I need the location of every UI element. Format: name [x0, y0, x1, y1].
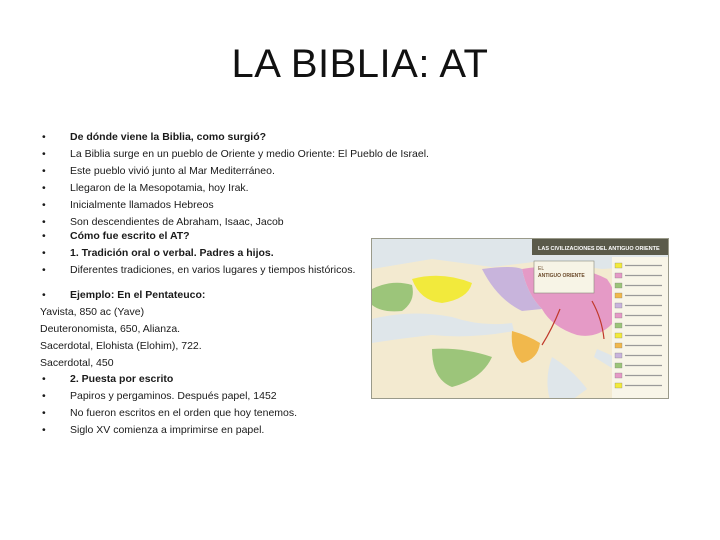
- bullet-text: 1. Tradición oral o verbal. Padres a hijos.: [70, 247, 274, 259]
- bullet-text: Inicialmente llamados Hebreos: [70, 199, 214, 211]
- bullet: •: [42, 390, 46, 402]
- bullet-text: Son descendientes de Abraham, Isaac, Jacob: [70, 216, 284, 228]
- bullet-text: No fueron escritos en el orden que hoy tenemos.: [70, 407, 298, 419]
- bullet-text: Siglo XV comienza a imprimirse en papel.: [70, 424, 265, 436]
- bullet-text: De dónde viene la Biblia, como surgió?: [70, 131, 267, 143]
- legend-swatch: [615, 293, 622, 298]
- legend-swatch: [615, 313, 622, 318]
- bullet: •: [42, 264, 46, 276]
- bullet-text: Cómo fue escrito el AT?: [70, 230, 190, 242]
- legend-swatch: [615, 363, 622, 368]
- source-line: Deuteronomista, 650, Alianza.: [40, 323, 181, 335]
- example-lead: Ejemplo: En el Pentateuco:: [70, 289, 206, 301]
- bullet-text: 2. Puesta por escrito: [70, 373, 174, 385]
- legend-swatch: [615, 283, 622, 288]
- bullet-item: [40, 197, 429, 214]
- bullet-item: [40, 146, 429, 163]
- bullet-text: Papiros y pergaminos. Después papel, 1452: [70, 390, 277, 402]
- bullet-item: [40, 228, 355, 245]
- bullet-text: Diferentes tradiciones, en varios lugares y tiempos históricos.: [70, 264, 356, 276]
- legend-swatch: [615, 303, 622, 308]
- bullet-list-writing: [40, 228, 355, 279]
- bullet-text: Este pueblo vivió junto al Mar Mediterráneo.: [70, 165, 275, 177]
- legend-swatch: [615, 323, 622, 328]
- bullet-text: La Biblia surge en un pueblo de Oriente y medio Oriente: El Pueblo de Israel.: [70, 148, 429, 160]
- legend-swatch: [615, 263, 622, 268]
- pentateuco-example: [40, 287, 205, 372]
- bullet-text: Llegaron de la Mesopotamia, hoy Irak.: [70, 182, 249, 194]
- bullet: •: [42, 182, 46, 194]
- source-line: Sacerdotal, 450: [40, 357, 114, 369]
- bullet-item: [40, 129, 429, 146]
- bullet-list-origin: [40, 129, 429, 231]
- map-header-text: LAS CIVILIZACIONES DEL ANTIGUO ORIENTE: [538, 246, 660, 252]
- bullet-item: [40, 262, 355, 279]
- bullet: •: [42, 247, 46, 259]
- bullet: •: [42, 230, 46, 242]
- legend-swatch: [615, 353, 622, 358]
- bullet-item: [40, 422, 297, 439]
- inset-label: EL: [538, 266, 545, 272]
- bullet: •: [42, 199, 46, 211]
- ancient-orient-map-image: [371, 238, 669, 399]
- bullet: •: [42, 148, 46, 160]
- bullet-item: [40, 405, 297, 422]
- bullet: •: [42, 131, 46, 143]
- legend-swatch: [615, 343, 622, 348]
- bullet: •: [42, 165, 46, 177]
- bullet: •: [42, 373, 46, 385]
- bullet: •: [42, 289, 46, 301]
- bullet-item: [40, 388, 297, 405]
- bullet-list-written: [40, 371, 297, 439]
- source-line: Yavista, 850 ac (Yave): [40, 306, 145, 318]
- bullet-item: [40, 371, 297, 388]
- legend-swatch: [615, 333, 622, 338]
- legend-swatch: [615, 273, 622, 278]
- bullet: •: [42, 407, 46, 419]
- source-line: Sacerdotal, Elohista (Elohim), 722.: [40, 340, 202, 352]
- legend-swatch: [615, 383, 622, 388]
- inset-label: ANTIGUO ORIENTE: [538, 273, 585, 279]
- bullet: •: [42, 216, 46, 228]
- map-graphic: [372, 239, 669, 399]
- bullet-item: [40, 180, 429, 197]
- bullet-item: [40, 163, 429, 180]
- bullet: •: [42, 424, 46, 436]
- legend-swatch: [615, 373, 622, 378]
- slide-title: LA BIBLIA: AT: [231, 42, 489, 86]
- bullet-item: [40, 245, 355, 262]
